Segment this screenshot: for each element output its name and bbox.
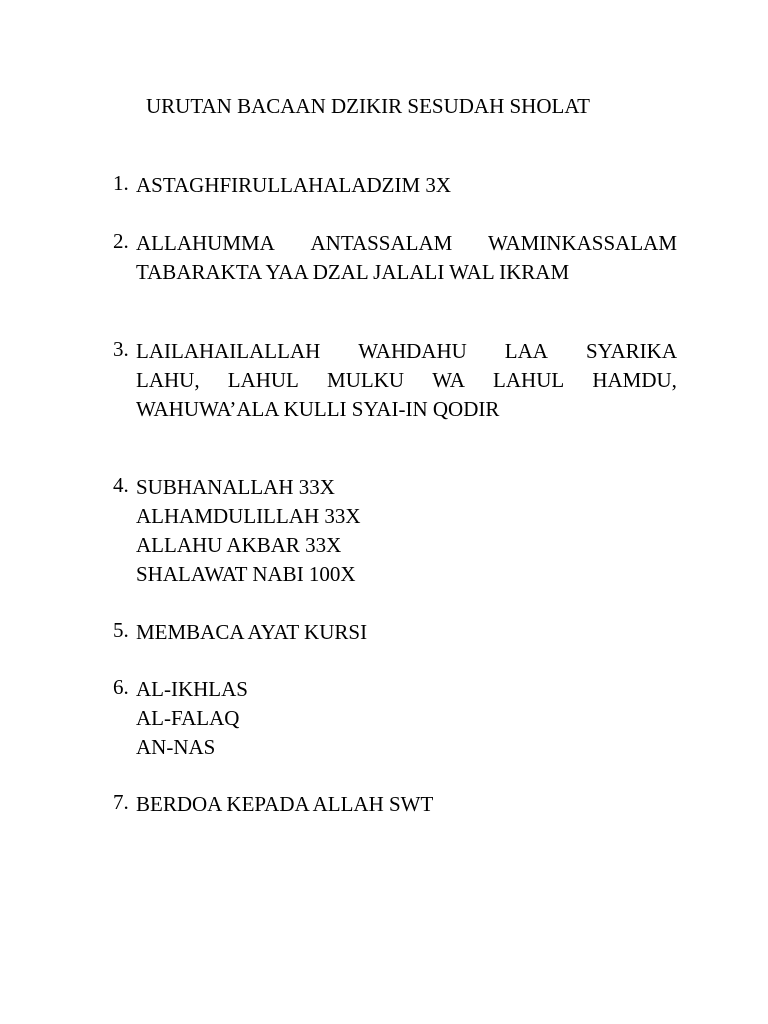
item-line: SHALAWAT NABI 100X (136, 562, 356, 586)
item-line-justified (136, 366, 677, 395)
word: LAHUL (493, 368, 565, 392)
word: LAHU, (136, 368, 200, 392)
item-number: 3. (113, 337, 129, 361)
word: LAILAHAILALLAH (136, 339, 321, 363)
item-line: AL-FALAQ (136, 706, 240, 730)
word: ALLAHUMMA (136, 231, 275, 255)
word: SYARIKA (585, 339, 677, 363)
item-number: 6. (113, 675, 129, 699)
word: LAHUL (227, 368, 299, 392)
word: LAA (504, 339, 548, 363)
item-line: SUBHANALLAH 33X (136, 475, 335, 499)
item-line: MEMBACA AYAT KURSI (136, 620, 368, 644)
item-line: AL-IKHLAS (136, 677, 248, 701)
item-line-justified (136, 229, 677, 258)
word: MULKU (327, 368, 405, 392)
item-line: ALLAHU AKBAR 33X (136, 533, 342, 557)
word: WA (432, 368, 465, 392)
item-line: ALHAMDULILLAH 33X (136, 504, 361, 528)
word: WAHDAHU (358, 339, 467, 363)
item-line: BERDOA KEPADA ALLAH SWT (136, 792, 434, 816)
item-number: 4. (113, 473, 129, 497)
item-line: TABARAKTA YAA DZAL JALALI WAL IKRAM (136, 260, 570, 284)
item-number: 7. (113, 790, 129, 814)
item-number: 5. (113, 618, 129, 642)
page-title: URUTAN BACAAN DZIKIR SESUDAH SHOLAT (146, 94, 590, 118)
item-line: AN-NAS (136, 735, 216, 759)
item-number: 2. (113, 229, 129, 253)
item-number: 1. (113, 171, 129, 195)
item-line: WAHUWA’ALA KULLI SYAI-IN QODIR (136, 397, 500, 421)
item-line: ASTAGHFIRULLAHALADZIM 3X (136, 173, 452, 197)
item-line-justified (136, 337, 677, 366)
word: WAMINKASSALAM (487, 231, 677, 255)
word: HAMDU, (592, 368, 677, 392)
word: ANTASSALAM (310, 231, 453, 255)
